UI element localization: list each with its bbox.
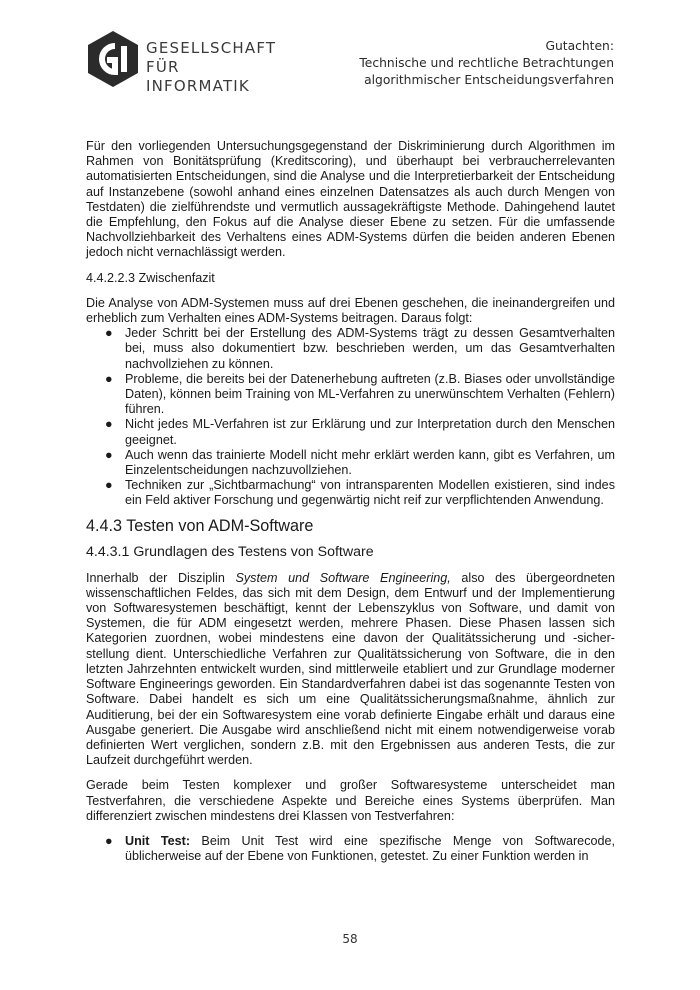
org-name-line1: GESELLSCHAFT — [146, 39, 277, 57]
list-item: ● Jeder Schritt bei der Erstellung des ADM-Systems trägt zu dessen Gesamtverhalten bei, muss also dokumentiert bzw. beschrieben werden, um das Gesamtverhalten nachvollziehen zu können. — [105, 326, 615, 371]
org-name-line2: FÜR INFORMATIK — [146, 58, 250, 95]
document-title — [359, 38, 614, 89]
page-header — [0, 0, 700, 110]
bullet-icon: ● — [105, 371, 113, 386]
gi-logo-mark-icon — [84, 30, 142, 88]
grundlagen-paragraph-1: Innerhalb der Disziplin System und Software Engineering, also des übergeordneten wissenschaftlichen Feldes, das sich mit dem Design, dem Entwurf und der Implementierung von Softwaresystemen beschäftigt, kennt der Lebenszyklus von Software, und damit von Systemen, die für ADM eingesetzt werden, mehrere Phasen. Diese Phasen lassen sich Kategorien zuordnen, wobei mindestens eine davon der Qualitätssicherung und -sicher- stellung dient. Unterschiedliche Verfahren zur Qualitätssicherung von Software, die in den letzten Jahrzehnten entwickelt wurden, sind mittlerweile etabliert und zur Grundlage moderner Software Engineerings geworden. Ein Standardverfahren dabei ist das sogenannte Testen von Software. Dabei handelt es sich um eine Qualitätssicherungsmaßnahme, ähnlich zur Auditierung, bei der ein Softwaresystem eine vorab definierte Eingabe erhält und daraus eine Ausgabe generiert. Die Ausgabe wird anschließend nicht mit einem notwendigerweise vorab definierten Wert verglichen, sondern z.B. mit den Ergebnissen aus anderen Tests, die zur Laufzeit durchgeführt werden. — [86, 570, 615, 768]
test-classes-list — [86, 834, 615, 864]
intro-paragraph: Für den vorliegenden Untersuchungsgegenstand der Diskriminierung durch Algorithmen im Rahmen von Bonitätsprüfung (Kreditscoring), und überhaupt bei verbraucherrelevanten automatisierten Entscheidungen, sind die Analyse und die Interpretierbarkeit der Entscheidung auf Instanzebene (sowohl anhand eines einzelnen Datensatzes als auch durch Mengen von Testdaten) die zielführendste und vermutlich aussagekräftigste Methode. Dahingehend lautet die Empfehlung, den Fokus auf die Analyse dieser Ebene zu setzen. Für die umfassende Nachvollziehbarkeit des Verhaltens eines ADM-Systems dürfen die beiden anderen Ebenen jedoch nicht vernachlässigt werden. — [86, 139, 615, 260]
bullet-icon: ● — [105, 833, 113, 848]
list-item: ● Auch wenn das trainierte Modell nicht mehr erklärt werden kann, gibt es Verfahren, um Einzelentscheidungen nachzuvollziehen. — [105, 447, 615, 478]
doc-title-line1: Gutachten: — [545, 39, 614, 53]
bullet-icon: ● — [105, 447, 113, 462]
emphasis-discipline: System und Software Engineering, — [235, 570, 451, 585]
grundlagen-paragraph-2: Gerade beim Testen komplexer und großer Softwaresysteme unterscheidet man Testverfahren, die verschiedene Aspekte und Bereiche eines Systems überprüfen. Man differenziert zwischen mindestens drei Klassen von Testverfahren: — [86, 778, 615, 823]
doc-title-line2: Technische und rechtliche Betrachtungen — [359, 56, 614, 70]
zwischenfazit-intro: Die Analyse von ADM-Systemen muss auf drei Ebenen geschehen, die ineinandergreifen und erheblich zum Verhalten eines ADM-Systems beitragen. Daraus folgt: — [86, 295, 615, 326]
unit-test-label: Unit Test: — [125, 833, 191, 848]
section-heading-grundlagen: 4.4.3.1 Grundlagen des Testens von Software — [86, 543, 374, 560]
list-item: ● Probleme, die bereits bei der Datenerhebung auftreten (z.B. Biases oder unvollständige Daten), können beim Training von ML-Verfahren zu unerwünschtem Verhalten (Fehlern) führen. — [105, 371, 615, 417]
page-number: 58 — [342, 932, 358, 946]
zwischenfazit-list — [86, 326, 615, 508]
org-name — [146, 39, 276, 96]
bullet-icon: ● — [105, 478, 113, 493]
list-item: ● Nicht jedes ML-Verfahren ist zur Erklärung und zur Interpretation durch den Menschen geeignet. — [105, 417, 615, 447]
page-content — [86, 139, 615, 864]
bullet-icon: ● — [105, 326, 113, 341]
bullet-icon: ● — [105, 417, 113, 432]
list-item: ● Unit Test: Beim Unit Test wird eine spezifische Menge von Softwarecode, üblicherweise auf der Ebene von Funktionen, getestet. Zu einer Funktion werden in — [105, 833, 615, 864]
section-heading-testen: 4.4.3 Testen von ADM-Software — [86, 516, 314, 535]
list-item: ● Techniken zur „Sichtbarmachung“ von intransparenten Modellen existieren, sind indes ein Feld aktiver Forschung und gegenwärtig nicht reif zur verpflichtenden Anwendung. — [105, 478, 615, 508]
gi-logo — [84, 30, 277, 95]
section-heading-zwischenfazit: 4.4.2.2.3 Zwischenfazit — [86, 270, 215, 285]
doc-title-line3: algorithmischer Entscheidungsverfahren — [364, 73, 614, 87]
